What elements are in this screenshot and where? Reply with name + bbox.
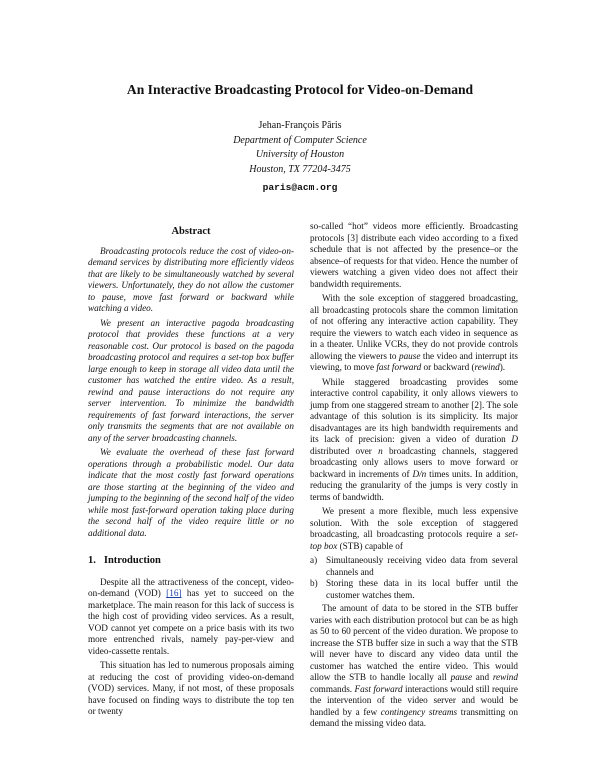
right-column bbox=[310, 221, 518, 733]
author-block bbox=[0, 119, 600, 177]
list-item: a) Simultaneously receiving video data from several channels and bbox=[310, 555, 518, 577]
abstract-body bbox=[88, 246, 294, 540]
list-item: b) Storing these data in its local buffer until the customer watches them. bbox=[310, 578, 518, 600]
affiliation-university: University of Houston bbox=[255, 149, 345, 160]
abstract-paragraph: We evaluate the overhead of these fast forward operations through a probabilistic model. Our data indicate that the most costly fast forward operations are those starting at the beginning of the video and jumping to the beginning of the second half of the video while most fast-forward operation taking place during the second half of the video require little or no additional data. bbox=[88, 447, 294, 538]
abstract-paragraph: We present an interactive pagoda broadcasting protocol that provides these functions at a very reasonable cost. Our protocol is based on the pagoda broadcasting protocol and requires a set-top box buffer large enough to keep in storage all video data until the customer has watched the entire video. As a result, rewind and pause interactions do not require any server intervention. To minimize the bandwidth requirements of fast forward interactions, the server only transmits the segments that are not available on any of the server broadcasting channels. bbox=[88, 317, 294, 443]
intro-paragraph: This situation has led to numerous proposals aiming at reducing the cost of providing video-on-demand (VOD) services. Many, if not most, of these proposals have focused on finding ways to distribute the top ten or twenty bbox=[88, 660, 294, 716]
abstract-paragraph: Broadcasting protocols reduce the cost of video-on-demand services by distributing more efficiently videos that are likely to be simultaneously watched by several viewers. Unfortunately, they do not allow the customer to pause, move fast forward or backward while watching a video. bbox=[88, 245, 294, 313]
body-paragraph: With the sole exception of staggered broadcasting, all broadcasting protocols share the common limitation of not offering any interactive action capability. They require the viewers to watch each video in sequence as in a theater. Unlike VCRs, they do not provide controls allowing the viewers to pause the video and interrupt its viewing, to move fast forward or backward (rewind). bbox=[310, 293, 518, 372]
body-paragraph: The amount of data to be stored in the STB buffer varies with each distribution protocol but can be as high as 50 to 60 percent of the video duration. We propose to increase the STB buffer size in such a way that the STB will never have to discard any video data until the customer has watched the entire video. This would allow the STB to handle locally all pause and rewind commands. Fast forward interactions would still require the intervention of the video server and would be handled by a few contingency streams transmitting on demand the missing video data. bbox=[310, 603, 518, 728]
abstract-heading: Abstract bbox=[171, 226, 211, 237]
left-column bbox=[88, 226, 294, 721]
intro-paragraph: Despite all the attractiveness of the concept, video-on-demand (VOD) [16] has yet to succeed on the marketplace. The main reason for this lack of success is the high cost of providing video services. As a result, VOD cannot yet compete on a price basis with its two more entrenched rivals, namely pay-per-view and video-cassette rentals. bbox=[88, 576, 295, 656]
body-paragraph: While staggered broadcasting provides some interactive control capability, it only allows viewers to jump from one staggered stream to another [2]. The sole advantage of this solution is its simplicity. Its major disadvantages are its high bandwidth requirements and its lack of precision: given a video of duration D distributed over n broadcasting channels, staggered broadcasting only allows users to move forward or backward in increments of D/n times units. In addition, reducing the granularity of the jumps is very costly in terms of bandwidth. bbox=[310, 376, 518, 502]
author-email: paris@acm.org bbox=[262, 182, 338, 193]
affiliation-address: Houston, TX 77204-3475 bbox=[249, 163, 351, 175]
paper-title: An Interactive Broadcasting Protocol for Video-on-Demand bbox=[126, 82, 474, 97]
citation-link-16[interactable]: [16] bbox=[166, 588, 182, 598]
author-name: Jehan-François Pâris bbox=[258, 120, 342, 131]
section-heading-introduction bbox=[88, 555, 294, 567]
body-paragraph: so-called “hot” videos more efficiently. Broadcasting protocols [3] distribute each video according to a fixed schedule that is not affected by the presence–or the absence–of requests for that video. Hence the number of viewers watching a given video does not affect their bandwidth requirements. bbox=[310, 221, 518, 289]
stb-capability-list bbox=[310, 555, 518, 601]
section-number: 1. bbox=[88, 555, 96, 566]
section-title: Introduction bbox=[103, 555, 161, 566]
body-paragraph: We present a more flexible, much less expensive solution. With the sole exception of staggered broadcasting, all broadcasting protocols require a set-top box (STB) capable of bbox=[310, 506, 518, 551]
affiliation-department: Department of Computer Science bbox=[233, 134, 367, 146]
